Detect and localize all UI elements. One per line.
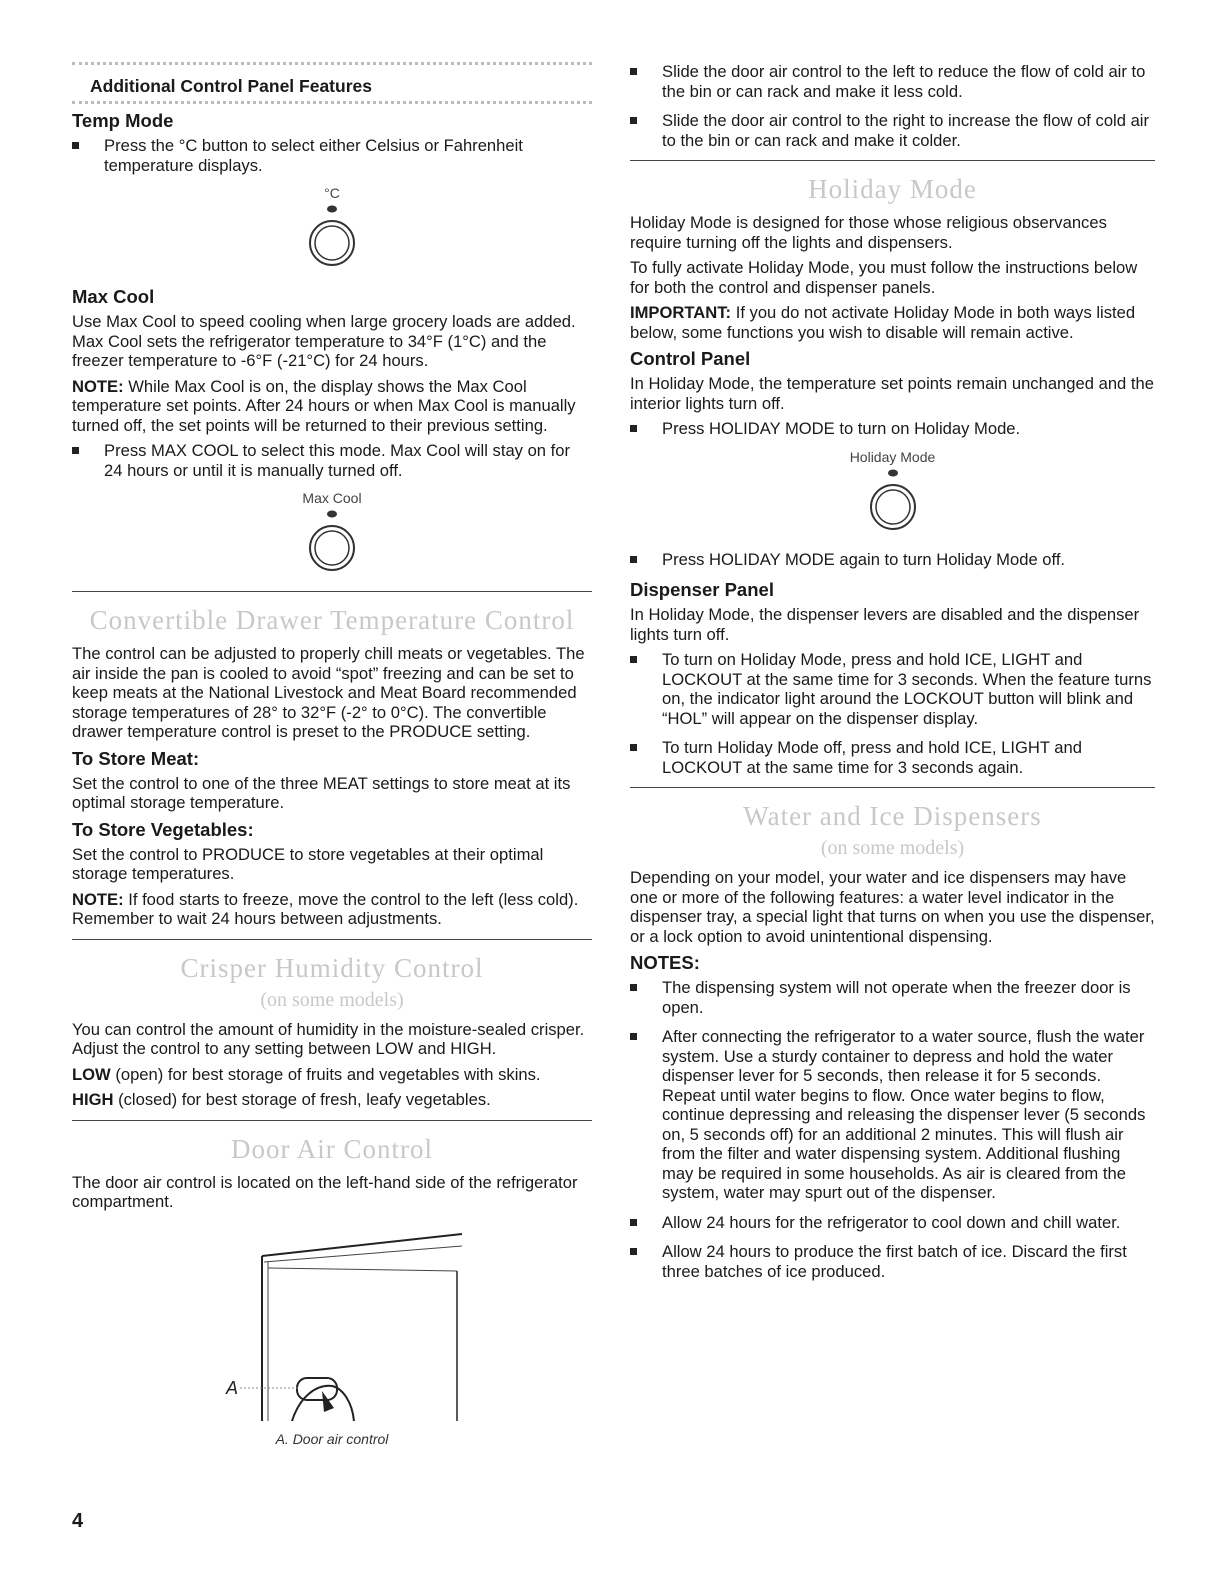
dispenser-bullets	[630, 650, 1155, 777]
bullet-square-icon	[630, 744, 637, 751]
features-header-box	[72, 62, 592, 104]
max-cool-text: Use Max Cool to speed cooling when large grocery loads are added. Max Cool sets the refrigerator temperature to 34°F (1°C) and the freezer temperature to -6°F (-21°C) for 24 hours.	[72, 312, 576, 370]
notes-heading: NOTES:	[630, 952, 700, 973]
dispenser-panel-text: In Holiday Mode, the dispenser levers are disabled and the dispenser lights turn off.	[630, 605, 1140, 644]
door-air-figure	[72, 1226, 592, 1447]
list-item: Press MAX COOL to select this mode. Max Cool will stay on for 24 hours or until it is manually turned off.	[72, 441, 592, 480]
dispenser-panel-heading: Dispenser Panel	[630, 579, 774, 600]
bullet-square-icon	[630, 117, 637, 124]
water-ice-text: Depending on your model, your water and ice dispensers may have one or more of the following features: a water level indicator in the dispenser tray, a special light that turns on when you use the dispenser, or a lock option to avoid unintentional dispensing.	[630, 868, 1155, 946]
callout-a-label: A	[226, 1377, 239, 1398]
door-air-title: Door Air Control	[231, 1133, 433, 1164]
section-divider	[72, 1120, 592, 1121]
holiday-mode-title: Holiday Mode	[808, 174, 977, 204]
bullet-square-icon	[630, 425, 637, 432]
bullet-square-icon	[630, 656, 637, 663]
holiday-p2: To fully activate Holiday Mode, you must follow the instructions below for both the control and dispenser panels.	[630, 258, 1138, 297]
crisper-text: You can control the amount of humidity in the moisture-sealed crisper. Adjust the control to any setting between LOW and HIGH.	[72, 1019, 585, 1058]
round-button-icon	[297, 201, 367, 271]
bullet-square-icon	[72, 447, 79, 454]
door-air-text: The door air control is located on the left-hand side of the refrigerator compartment.	[72, 1172, 578, 1211]
convertible-note: NOTE: If food starts to freeze, move the control to the left (less cold). Remember to wait 24 hours between adjustments.	[72, 889, 579, 928]
bullet-square-icon	[630, 1248, 637, 1255]
water-ice-subtitle: (on some models)	[820, 837, 965, 859]
list-item: Slide the door air control to the left to reduce the flow of cold air to the bin or can rack and make it less cold.	[630, 62, 1155, 101]
control-panel-heading: Control Panel	[630, 348, 751, 369]
water-ice-bullets	[630, 978, 1155, 1281]
crisper-title: Crisper Humidity Control	[180, 952, 484, 983]
store-meat-text: Set the control to one of the three MEAT settings to store meat at its optimal storage temperature.	[72, 773, 571, 812]
bullet-square-icon	[630, 1033, 637, 1040]
list-item: After connecting the refrigerator to a water source, flush the water system. Use a sturdy container to depress and hold the water dispenser lever for 5 seconds, then release it for 5 seconds. Repeat until water begins to flow. Once water begins to flow, continue depressing and releasing the dispenser lever (5 seconds on, 5 seconds off) for an additional 2 minutes. This will flush air from the filter and water dispensing system. Additional flushing may be required in some households. As air is cleared from the system, water may spurt out of the dispenser.	[630, 1027, 1155, 1203]
control-panel-text: In Holiday Mode, the temperature set points remain unchanged and the interior lights turn off.	[630, 374, 1154, 413]
max-cool-button-label: Max Cool	[302, 490, 362, 506]
holiday-button-label: Holiday Mode	[849, 448, 936, 465]
crisper-high: HIGH (closed) for best storage of fresh, leafy vegetables.	[72, 1090, 491, 1109]
holiday-off-bullets	[630, 550, 1155, 570]
section-divider	[630, 160, 1155, 161]
list-item: Press the °C button to select either Celsius or Fahrenheit temperature displays.	[72, 136, 592, 175]
bullet-square-icon	[630, 68, 637, 75]
max-cool-heading: Max Cool	[72, 286, 155, 307]
store-meat-heading: To Store Meat:	[72, 747, 200, 769]
section-divider	[72, 939, 592, 940]
temp-mode-bullets	[72, 136, 592, 175]
bullet-square-icon	[630, 556, 637, 563]
round-button-icon	[858, 465, 928, 535]
list-item: Press HOLIDAY MODE again to turn Holiday Mode off.	[630, 550, 1155, 570]
holiday-on-bullets	[630, 419, 1155, 439]
holiday-button-figure	[630, 449, 1155, 540]
max-cool-note: NOTE: While Max Cool is on, the display shows the Max Cool temperature set points. After 24 hours or when Max Cool is manually turned off, the set points will be returned to their previous setting.	[72, 376, 576, 435]
section-divider	[72, 591, 592, 592]
left-column	[72, 62, 592, 1447]
features-title: Additional Control Panel Features	[90, 76, 372, 96]
holiday-p1: Holiday Mode is designed for those whose religious observances require turning off the lights and dispensers.	[630, 213, 1107, 252]
right-column	[630, 62, 1155, 1291]
list-item: Slide the door air control to the right to increase the flow of cold air to the bin or can rack and make it colder.	[630, 111, 1155, 150]
convertible-text: The control can be adjusted to properly chill meats or vegetables. The air inside the pan is cooled to avoid “spot” freezing and can be set to keep meats at the National Livestock and Meat Board recommended storage temperatures of 28° to 32°F (-2° to 0°C). The convertible drawer temperature control is preset to the PRODUCE setting.	[72, 644, 585, 741]
round-button-icon	[297, 506, 367, 576]
list-item: Press HOLIDAY MODE to turn on Holiday Mode.	[630, 419, 1155, 439]
store-veg-text: Set the control to PRODUCE to store vegetables at their optimal storage temperatures.	[72, 844, 544, 883]
store-veg-heading: To Store Vegetables:	[72, 818, 254, 840]
list-item: To turn on Holiday Mode, press and hold ICE, LIGHT and LOCKOUT at the same time for 3 seconds. When the feature turns on, the indicator light around the LOCKOUT button will blink and “HOL” will appear on the dispenser display.	[630, 650, 1155, 728]
crisper-low: LOW (open) for best storage of fruits and vegetables with skins.	[72, 1064, 541, 1084]
holiday-important: IMPORTANT: If you do not activate Holiday Mode in both ways listed below, some functions you wish to disable will remain active.	[630, 303, 1136, 342]
door-air-caption: A. Door air control	[275, 1430, 389, 1447]
celsius-button-figure	[72, 185, 592, 276]
door-air-control-illustration	[182, 1226, 482, 1426]
list-item: Allow 24 hours for the refrigerator to cool down and chill water.	[630, 1213, 1155, 1233]
door-air-bullets	[630, 62, 1155, 150]
list-item: To turn Holiday Mode off, press and hold ICE, LIGHT and LOCKOUT at the same time for 3 seconds again.	[630, 738, 1155, 777]
section-divider	[630, 787, 1155, 788]
bullet-square-icon	[630, 1219, 637, 1226]
crisper-subtitle: (on some models)	[260, 988, 404, 1011]
celsius-button-label: °C	[324, 185, 340, 201]
max-cool-bullets	[72, 441, 592, 480]
bullet-square-icon	[630, 984, 637, 991]
max-cool-button-figure	[72, 490, 592, 581]
water-ice-title: Water and Ice Dispensers	[743, 801, 1042, 831]
bullet-square-icon	[72, 142, 79, 149]
page-number: 4	[72, 1510, 84, 1532]
temp-mode-heading: Temp Mode	[72, 110, 174, 131]
list-item: The dispensing system will not operate when the freezer door is open.	[630, 978, 1155, 1017]
list-item: Allow 24 hours to produce the first batch of ice. Discard the first three batches of ice produced.	[630, 1242, 1155, 1281]
convertible-drawer-title: Convertible Drawer Temperature Control	[89, 605, 575, 635]
